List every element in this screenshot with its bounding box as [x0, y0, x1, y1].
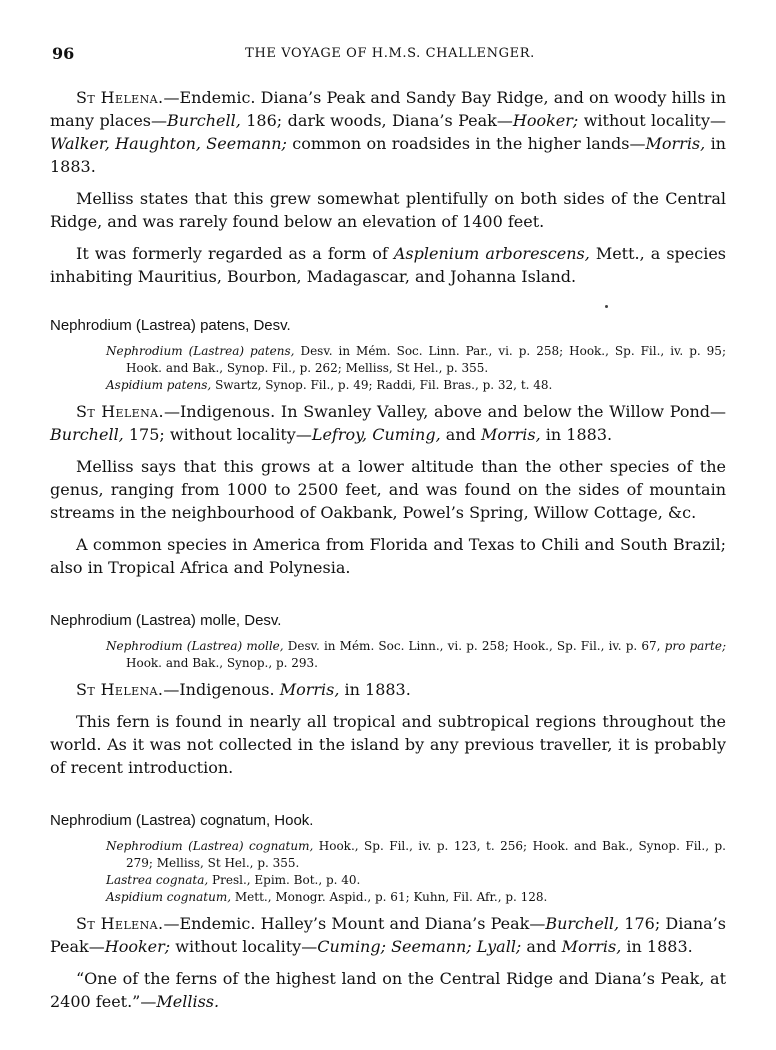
- text-run: “One of the ferns of the highest land on the Central Ridge and Diana’s Peak, at 2400 feet.”—: [50, 969, 726, 1011]
- text-run: 175; without locality—: [123, 425, 312, 444]
- intro-distribution: [50, 86, 726, 178]
- molle-distribution: [50, 678, 726, 701]
- text-run: without locality—: [170, 937, 318, 956]
- synonym-name: Lastrea cognata,: [106, 873, 209, 887]
- qualifier: pro parte;: [664, 639, 726, 653]
- text-run: —Indigenous. In Swanley Valley, above and below the Willow Pond—: [163, 402, 727, 421]
- cognatum-quote: [50, 967, 726, 1013]
- synonym-name: Nephrodium (Lastrea) cognatum,: [106, 839, 314, 853]
- text-run: Hook. and Bak., Synop., p. 293.: [126, 656, 318, 670]
- collector-name: Morris,: [480, 425, 541, 444]
- text-run: Mett., Monogr. Aspid., p. 61; Kuhn, Fil. Afr., p. 128.: [231, 890, 548, 904]
- text-run: Presl., Epim. Bot., p. 40.: [208, 873, 361, 887]
- collector-name: Morris,: [279, 680, 340, 699]
- synonym-entry: [50, 343, 726, 377]
- text-run: —Endemic. Halley’s Mount and Diana’s Peak—: [163, 914, 546, 933]
- text-run: It was formerly regarded as a form of: [76, 244, 394, 263]
- collector-name: Walker, Haughton, Seemann;: [50, 134, 287, 153]
- species-heading-cognatum: Nephrodium (Lastrea) cognatum, Hook.: [50, 812, 314, 829]
- text-run: in 1883.: [540, 425, 613, 444]
- collector-name: Morris,: [645, 134, 706, 153]
- synonym-entry: [50, 889, 726, 906]
- intro-formerly-note: [50, 242, 726, 288]
- patens-melliss-note: Melliss says that this grows at a lower altitude than the other species of the genus, ranging from 1000 to 2500 feet, and was found on the sides of mountain streams in the neighbourhood of Oakbank, Powel’s Spring, Willow Cottage, &c.: [50, 457, 726, 522]
- synonym-entry: [50, 872, 726, 889]
- page-header: [52, 44, 728, 68]
- locality-label: St Helena.: [76, 88, 164, 107]
- text-run: Swartz, Synop. Fil., p. 49; Raddi, Fil. Bras., p. 32, t. 48.: [211, 378, 553, 392]
- synonym-name: Aspidium cognatum,: [106, 890, 232, 904]
- species-heading-patens: Nephrodium (Lastrea) patens, Desv.: [50, 317, 291, 334]
- collector-name: Hooker;: [104, 937, 171, 956]
- patens-distribution: [50, 400, 726, 446]
- text-run: and: [440, 425, 481, 444]
- text-run: Desv. in Mém. Soc. Linn. Par., vi. p. 258; Hook., Sp. Fil., iv. p. 95; Hook. and Bak., Synop. Fil., p. 262; Melliss, St Hel., p. 355.: [126, 344, 726, 375]
- text-run: 186; dark woods, Diana’s Peak—: [240, 111, 513, 130]
- text-run: —Endemic. Diana’s Peak and Sandy Bay Ridge, and on woody hills in many places—: [50, 88, 727, 130]
- locality-label: St Helena.: [76, 914, 164, 933]
- synonym-entry: [50, 377, 726, 394]
- text-run: Desv. in Mém. Soc. Linn., vi. p. 258; Hook., Sp. Fil., iv. p. 67,: [283, 639, 665, 653]
- synonym-name: Aspidium patens,: [106, 378, 212, 392]
- text-run: in 1883.: [621, 937, 693, 956]
- synonym-name: Nephrodium (Lastrea) molle,: [106, 639, 284, 653]
- molle-range-note: This fern is found in nearly all tropical and subtropical regions throughout the world. As it was not collected in the island by any previous traveller, it is probably of recent introduction.: [50, 712, 726, 777]
- collector-name: Hooker;: [512, 111, 579, 130]
- text-run: Hook., Sp. Fil., iv. p. 123, t. 256; Hook. and Bak., Synop. Fil., p. 279; Melliss, St Hel., p. 355.: [126, 839, 726, 870]
- text-run: 176; Diana’s Peak—: [50, 914, 726, 956]
- species-name: Asplenium arborescens,: [393, 244, 590, 263]
- species-heading-molle: Nephrodium (Lastrea) molle, Desv.: [50, 612, 282, 629]
- collector-name: Burchell,: [167, 111, 241, 130]
- text-run: Mett., a species inhabiting Mauritius, Bourbon, Madagascar, and Johanna Island.: [50, 244, 727, 286]
- patens-range-note: A common species in America from Florida and Texas to Chili and South Brazil; also in Tropical Africa and Polynesia.: [50, 535, 726, 577]
- collector-name: Cuming; Seemann; Lyall;: [317, 937, 522, 956]
- text-run: without locality—: [578, 111, 726, 130]
- text-run: and: [521, 937, 562, 956]
- page-number: 96: [52, 44, 75, 63]
- text-run: common on roadsides in the higher lands—: [286, 134, 646, 153]
- synonym-name: Nephrodium (Lastrea) patens,: [106, 344, 295, 358]
- page-body: [50, 86, 726, 1022]
- collector-name: Burchell,: [545, 914, 620, 933]
- synonym-entry: [50, 638, 726, 672]
- synonym-entry: [50, 838, 726, 872]
- locality-label: St Helena.: [76, 680, 164, 699]
- collector-name: Morris,: [561, 937, 622, 956]
- cognatum-distribution: [50, 912, 726, 958]
- quote-source: Melliss.: [156, 992, 220, 1011]
- text-run: in 1883.: [50, 134, 726, 176]
- text-run: in 1883.: [339, 680, 411, 699]
- locality-label: St Helena.: [76, 402, 164, 421]
- intro-melliss-note: Melliss states that this grew somewhat plentifully on both sides of the Central Ridge, and was rarely found below an elevation of 1400 feet.: [50, 189, 726, 231]
- text-run: —Indigenous.: [163, 680, 280, 699]
- collector-name: Burchell,: [50, 425, 124, 444]
- collector-name: Lefroy, Cuming,: [311, 425, 441, 444]
- running-title: THE VOYAGE OF H.M.S. CHALLENGER.: [245, 46, 535, 61]
